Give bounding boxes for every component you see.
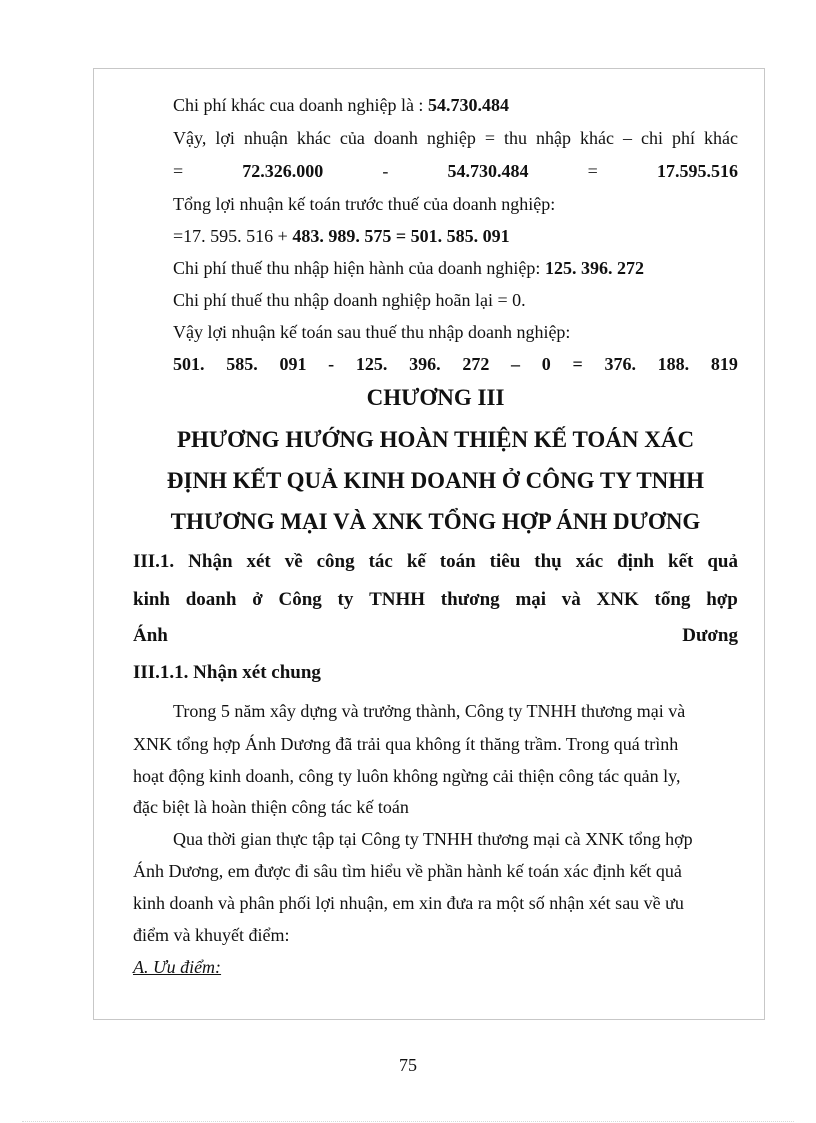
paragraph-line: điểm và khuyết điểm:	[133, 925, 290, 945]
word: và	[561, 589, 581, 610]
net-profit-label: Vậy lợi nhuận kế toán sau thuế thu nhập doanh nghiệp:	[173, 322, 571, 342]
word: TNHH	[369, 589, 426, 610]
other-profit-formula	[133, 126, 738, 150]
word: kinh	[133, 589, 170, 610]
word: Nhận	[188, 551, 233, 572]
page-bottom-divider	[22, 1121, 794, 1122]
word: III.1.	[133, 551, 175, 572]
word: doanh	[185, 589, 237, 610]
paragraph-line: kinh doanh và phân phối lợi nhuận, em xin đưa ra một số nhận xét sau về ưu	[133, 893, 684, 913]
other-expense-value: 54.730.484	[427, 95, 509, 115]
word: thương	[440, 589, 500, 610]
word: của	[339, 128, 365, 148]
word: toán	[439, 551, 476, 572]
word: công	[316, 551, 355, 572]
section-heading-line: Ánh Dương	[133, 625, 738, 646]
word: Vậy,	[173, 128, 207, 148]
net-profit-calculation: 501. 585. 091 - 125. 396. 272 – 0 = 376. 188. 819	[173, 354, 738, 374]
word: phí	[671, 128, 695, 148]
pretax-profit-calculation: =17. 595. 516 + 483. 989. 575 = 501. 585. 091	[173, 226, 510, 246]
word: lợi	[215, 128, 235, 148]
word: kết	[668, 551, 694, 572]
paragraph-line: hoạt động kinh doanh, công ty luôn không ngừng cải thiện công tác quản ly,	[133, 766, 681, 786]
paragraph-line: XNK tổng hợp Ánh Dương đã trải qua không ít thăng trầm. Trong quá trình	[133, 734, 679, 754]
advantages-subheading: A. Ưu điểm:	[133, 957, 222, 977]
subsection-heading: III.1.1. Nhận xét chung	[133, 662, 321, 683]
word: ở	[252, 589, 263, 610]
chapter-title-line: ĐỊNH KẾT QUẢ KINH DOANH Ở CÔNG TY TNHH	[166, 468, 705, 493]
word: quả	[707, 551, 738, 572]
word: ty	[337, 589, 354, 610]
other-expense-line: Chi phí khác cua doanh nghiệp là : 54.730.484	[173, 95, 509, 115]
word: kế	[406, 551, 426, 572]
word: =	[484, 128, 495, 148]
word: doanh	[373, 128, 418, 148]
word: mại	[515, 589, 547, 610]
paragraph-line: Ánh Dương, em được đi sâu tìm hiểu về phần hành kế toán xác định kết quả	[133, 861, 682, 881]
word: tác	[368, 551, 393, 572]
paragraph-line: Qua thời gian thực tập tại Công ty TNHH thương mại cà XNK tổng hợp	[173, 829, 693, 849]
word: Công	[278, 589, 322, 610]
word: xác	[575, 551, 604, 572]
word: nghiệp	[426, 128, 476, 148]
word: về	[284, 551, 303, 572]
paragraph-line: đặc biệt là hoàn thiện công tác kế toán	[133, 797, 409, 817]
word: khác	[296, 128, 331, 148]
section-heading-line	[133, 550, 738, 574]
word: xét	[246, 551, 271, 572]
word: –	[622, 128, 632, 148]
pretax-profit-label: Tổng lợi nhuận kế toán trước thuế của doanh nghiệp:	[173, 194, 556, 214]
section-heading-line	[133, 588, 738, 612]
word: chi	[640, 128, 663, 148]
chapter-heading: CHƯƠNG III	[366, 385, 505, 410]
page-number: 75	[399, 1055, 417, 1075]
chapter-title-line: PHƯƠNG HƯỚNG HOÀN THIỆN KẾ TOÁN XÁC	[176, 427, 695, 452]
word: nhuận	[243, 128, 288, 148]
word: tổng	[654, 589, 691, 610]
other-profit-calculation: = 72.326.000 - 54.730.484 = 17.595.516	[173, 161, 738, 181]
chapter-title-line: THƯƠNG MẠI VÀ XNK TỔNG HỢP ÁNH DƯƠNG	[170, 509, 701, 534]
word: khác	[580, 128, 614, 148]
word: hợp	[706, 589, 738, 610]
paragraph-line: Trong 5 năm xây dựng và trưởng thành, Công ty TNHH thương mại và	[173, 701, 686, 721]
word: XNK	[596, 589, 639, 610]
word: thụ	[534, 551, 562, 572]
word: khác	[704, 128, 738, 148]
current-tax-line: Chi phí thuế thu nhập hiện hành của doanh nghiệp: 125. 396. 272	[173, 258, 644, 278]
word: định	[617, 551, 655, 572]
deferred-tax-line: Chi phí thuế thu nhập doanh nghiệp hoãn lại = 0.	[173, 290, 526, 310]
word: tiêu	[489, 551, 521, 572]
word: thu	[503, 128, 527, 148]
word: nhập	[536, 128, 571, 148]
